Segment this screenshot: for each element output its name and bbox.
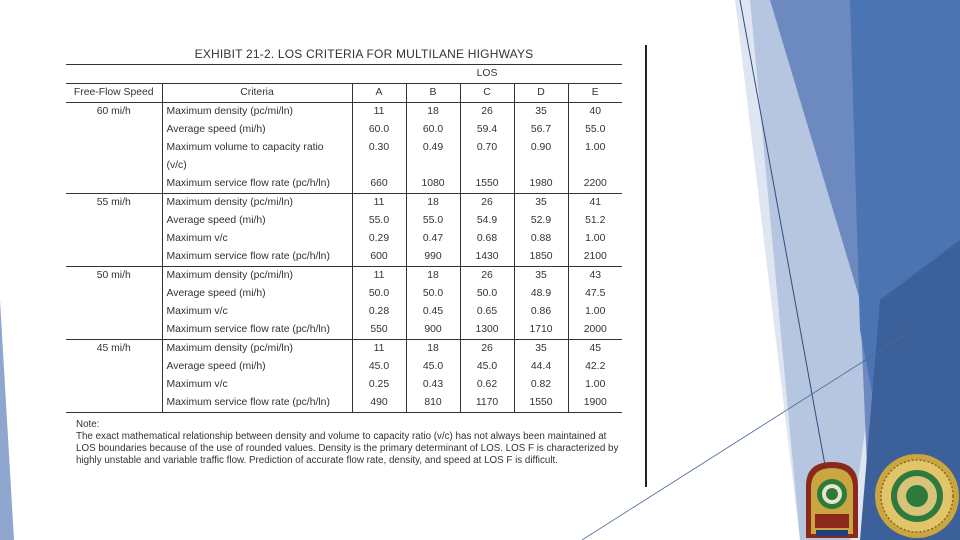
ffs-cell: [66, 394, 162, 413]
value-cell: 0.62: [460, 376, 514, 394]
value-cell: 600: [352, 248, 406, 267]
value-cell: 60.0: [352, 121, 406, 139]
value-cell: 18: [406, 194, 460, 213]
value-cell: 2000: [568, 321, 622, 340]
ffs-cell: [66, 376, 162, 394]
header-ffs: Free-Flow Speed: [66, 84, 162, 103]
value-cell: 44.4: [514, 358, 568, 376]
value-cell: 11: [352, 340, 406, 359]
criteria-cell: Maximum service flow rate (pc/h/ln): [162, 394, 352, 413]
value-cell: 990: [406, 248, 460, 267]
value-cell: 1900: [568, 394, 622, 413]
criteria-cell: Maximum service flow rate (pc/h/ln): [162, 321, 352, 340]
header-los-b: B: [406, 84, 460, 103]
value-cell: 1710: [514, 321, 568, 340]
value-cell: 0.70: [460, 139, 514, 157]
ffs-cell: [66, 139, 162, 157]
value-cell: 0.47: [406, 230, 460, 248]
value-cell: 0.29: [352, 230, 406, 248]
college-seal-icon: [873, 450, 960, 540]
table-row: [66, 139, 622, 157]
value-cell: 0.28: [352, 303, 406, 321]
value-cell: 900: [406, 321, 460, 340]
table-row: [66, 121, 622, 139]
ffs-cell: [66, 212, 162, 230]
value-cell: 26: [460, 103, 514, 122]
value-cell: 0.90: [514, 139, 568, 157]
criteria-cell: (v/c): [162, 157, 352, 175]
value-cell: 26: [460, 194, 514, 213]
table-row: [66, 230, 622, 248]
ffs-cell: 50 mi/h: [96, 270, 131, 281]
value-cell: 47.5: [568, 285, 622, 303]
table-row: [66, 267, 622, 286]
value-cell: 56.7: [514, 121, 568, 139]
value-cell: 810: [406, 394, 460, 413]
table-los-row: [66, 65, 622, 84]
value-cell: 550: [352, 321, 406, 340]
criteria-cell: Maximum service flow rate (pc/h/ln): [162, 175, 352, 194]
value-cell: 1980: [514, 175, 568, 194]
ffs-cell: 60 mi/h: [96, 106, 131, 117]
value-cell: 1.00: [568, 303, 622, 321]
value-cell: 11: [352, 267, 406, 286]
criteria-cell: Average speed (mi/h): [162, 358, 352, 376]
value-cell: 11: [352, 194, 406, 213]
ffs-cell: [66, 248, 162, 267]
university-emblem-icon: [802, 458, 862, 540]
value-cell: 0.30: [352, 139, 406, 157]
ffs-cell: [66, 157, 162, 175]
value-cell: 18: [406, 267, 460, 286]
ffs-cell: [66, 285, 162, 303]
value-cell: [514, 157, 568, 175]
ffs-cell: [66, 321, 162, 340]
value-cell: 40: [568, 103, 622, 122]
value-cell: 35: [514, 340, 568, 359]
table-row: [66, 285, 622, 303]
table-row: [66, 103, 622, 122]
table-row: [66, 194, 622, 213]
value-cell: 0.86: [514, 303, 568, 321]
table-row: [66, 340, 622, 359]
ffs-cell: [66, 358, 162, 376]
exhibit-title: EXHIBIT 21-2. LOS CRITERIA FOR MULTILANE HIGHWAYS: [194, 47, 534, 61]
value-cell: 1550: [460, 175, 514, 194]
value-cell: 45.0: [406, 358, 460, 376]
left-accent-bar: [0, 300, 14, 540]
value-cell: 45: [568, 340, 622, 359]
value-cell: 1.00: [568, 376, 622, 394]
value-cell: 660: [352, 175, 406, 194]
value-cell: 35: [514, 194, 568, 213]
table-row: [66, 321, 622, 340]
criteria-cell: Maximum volume to capacity ratio: [162, 139, 352, 157]
criteria-cell: Maximum v/c: [162, 230, 352, 248]
value-cell: 60.0: [406, 121, 460, 139]
value-cell: 0.65: [460, 303, 514, 321]
value-cell: [460, 157, 514, 175]
value-cell: 2100: [568, 248, 622, 267]
value-cell: [568, 157, 622, 175]
value-cell: 55.0: [568, 121, 622, 139]
value-cell: 52.9: [514, 212, 568, 230]
value-cell: 0.82: [514, 376, 568, 394]
table-row: [66, 376, 622, 394]
criteria-cell: Average speed (mi/h): [162, 121, 352, 139]
value-cell: 0.25: [352, 376, 406, 394]
value-cell: 1850: [514, 248, 568, 267]
value-cell: 11: [352, 103, 406, 122]
value-cell: 1.00: [568, 139, 622, 157]
table-row: [66, 157, 622, 175]
header-los-e: E: [568, 84, 622, 103]
header-los-c: C: [460, 84, 514, 103]
value-cell: 35: [514, 267, 568, 286]
table-row: [66, 212, 622, 230]
table-row: [66, 248, 622, 267]
criteria-cell: Maximum density (pc/mi/ln): [162, 267, 352, 286]
value-cell: [352, 157, 406, 175]
criteria-cell: Average speed (mi/h): [162, 212, 352, 230]
value-cell: 50.0: [406, 285, 460, 303]
value-cell: 0.49: [406, 139, 460, 157]
value-cell: 50.0: [352, 285, 406, 303]
value-cell: 0.45: [406, 303, 460, 321]
value-cell: 2200: [568, 175, 622, 194]
value-cell: 0.88: [514, 230, 568, 248]
value-cell: 55.0: [406, 212, 460, 230]
los-group-header: LOS: [352, 65, 622, 84]
value-cell: 54.9: [460, 212, 514, 230]
value-cell: 18: [406, 103, 460, 122]
table-header-row: [66, 84, 622, 103]
criteria-cell: Maximum density (pc/mi/ln): [162, 103, 352, 122]
ffs-cell: 55 mi/h: [96, 197, 131, 208]
table-row: [66, 175, 622, 194]
value-cell: 1080: [406, 175, 460, 194]
value-cell: 43: [568, 267, 622, 286]
value-cell: 1430: [460, 248, 514, 267]
criteria-cell: Maximum density (pc/mi/ln): [162, 340, 352, 359]
value-cell: 0.68: [460, 230, 514, 248]
ffs-cell: 45 mi/h: [96, 343, 131, 354]
criteria-cell: Average speed (mi/h): [162, 285, 352, 303]
table-row: [66, 358, 622, 376]
criteria-cell: Maximum density (pc/mi/ln): [162, 194, 352, 213]
table-row: [66, 394, 622, 413]
los-table: [66, 64, 622, 413]
value-cell: 490: [352, 394, 406, 413]
vertical-divider: [645, 45, 647, 487]
value-cell: 59.4: [460, 121, 514, 139]
exhibit-document: [66, 44, 622, 467]
value-cell: 45.0: [352, 358, 406, 376]
ffs-cell: [66, 121, 162, 139]
value-cell: 0.43: [406, 376, 460, 394]
ffs-cell: [66, 303, 162, 321]
criteria-cell: Maximum v/c: [162, 376, 352, 394]
value-cell: 50.0: [460, 285, 514, 303]
criteria-cell: Maximum service flow rate (pc/h/ln): [162, 248, 352, 267]
header-los-a: A: [352, 84, 406, 103]
ffs-cell: [66, 230, 162, 248]
value-cell: 55.0: [352, 212, 406, 230]
header-criteria: Criteria: [162, 84, 352, 103]
value-cell: 42.2: [568, 358, 622, 376]
value-cell: 45.0: [460, 358, 514, 376]
value-cell: 51.2: [568, 212, 622, 230]
value-cell: 35: [514, 103, 568, 122]
value-cell: 1170: [460, 394, 514, 413]
note-label: Note:: [76, 419, 100, 430]
criteria-cell: Maximum v/c: [162, 303, 352, 321]
table-body: [66, 103, 622, 413]
value-cell: 1550: [514, 394, 568, 413]
value-cell: 26: [460, 267, 514, 286]
value-cell: 41: [568, 194, 622, 213]
value-cell: 48.9: [514, 285, 568, 303]
value-cell: 18: [406, 340, 460, 359]
table-row: [66, 303, 622, 321]
table-note: [66, 419, 622, 467]
value-cell: [406, 157, 460, 175]
ffs-cell: [66, 175, 162, 194]
note-text: The exact mathematical relationship between density and volume to capacity ratio (v/c) has not always been maintained at LOS boundaries because of the use of rounded values. Density is the primary determinant of LOS. LOS F is characterized by highly unstable and variable traffic flow. Prediction of accurate flow rate, density, and speed at LOS F is difficult.: [76, 431, 619, 466]
value-cell: 1.00: [568, 230, 622, 248]
header-los-d: D: [514, 84, 568, 103]
value-cell: 26: [460, 340, 514, 359]
value-cell: 1300: [460, 321, 514, 340]
